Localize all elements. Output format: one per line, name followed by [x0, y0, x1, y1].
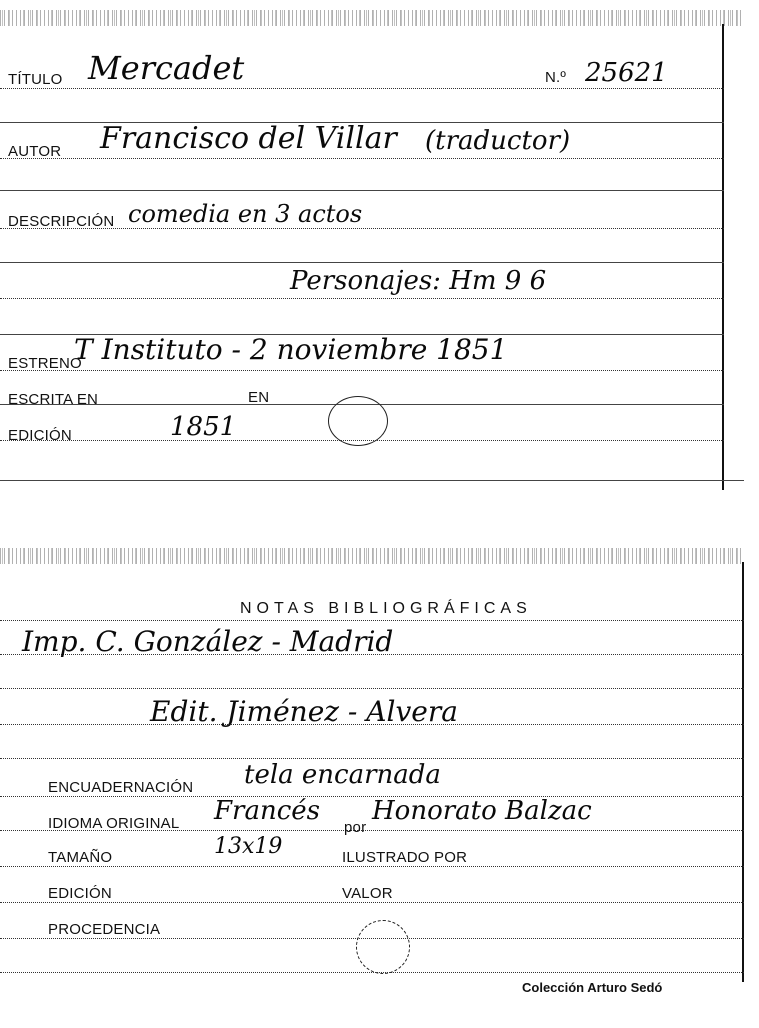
- por-value: Honorato Balzac: [372, 796, 592, 826]
- rule-b1: [0, 620, 744, 621]
- catalog-card-back: [0, 548, 744, 1028]
- valor-label: VALOR: [342, 885, 393, 902]
- catalog-card-front: [0, 10, 744, 490]
- rule-2: [0, 190, 724, 191]
- por-label: por: [344, 819, 367, 836]
- personajes-value: Personajes: Hm 9 6: [290, 266, 547, 296]
- library-stamp: [328, 396, 388, 446]
- encuadernacion-label: ENCUADERNACIÓN: [48, 779, 194, 796]
- autor-role: (traductor): [425, 126, 571, 156]
- escrita-en-label: ESCRITA EN: [8, 391, 99, 408]
- edicion-back-label: EDICIÓN: [48, 885, 112, 902]
- edicion-label: EDICIÓN: [8, 427, 72, 444]
- card-right-border: [722, 24, 724, 490]
- rule-b8: [0, 866, 744, 867]
- titulo-label: TÍTULO: [8, 71, 63, 88]
- numero-value: 25621: [585, 58, 668, 88]
- idioma-original-value: Francés: [214, 796, 321, 826]
- tamano-value: 13x19: [214, 834, 283, 859]
- notas-heading: NOTAS BIBLIOGRÁFICAS: [240, 600, 532, 617]
- escrita-en-second-label: EN: [248, 389, 270, 406]
- rule-autor: [0, 158, 724, 159]
- estreno-label: ESTRENO: [8, 355, 82, 372]
- descripcion-value: comedia en 3 actos: [128, 200, 363, 228]
- card-right-border-back: [742, 562, 744, 982]
- titulo-value: Mercadet: [88, 49, 245, 87]
- autor-value: Francisco del Villar: [100, 121, 397, 156]
- rule-b3: [0, 688, 744, 689]
- note-1: Imp. C. González - Madrid: [22, 625, 394, 658]
- rule-estreno: [0, 370, 724, 371]
- rule-b5: [0, 758, 744, 759]
- procedencia-label: PROCEDENCIA: [48, 921, 161, 938]
- rule-titulo: [0, 88, 724, 89]
- tamano-label: TAMAÑO: [48, 849, 113, 866]
- note-2: Edit. Jiménez - Alvera: [150, 695, 458, 728]
- estreno-value: T Instituto - 2 noviembre 1851: [74, 333, 508, 366]
- rule-b11: [0, 972, 744, 973]
- rule-bottom: [0, 480, 744, 481]
- rule-3: [0, 262, 724, 263]
- library-stamp-back: [356, 920, 410, 974]
- idioma-original-label: IDIOMA ORIGINAL: [48, 815, 180, 832]
- rule-b9: [0, 902, 744, 903]
- encuadernacion-value: tela encarnada: [244, 760, 441, 790]
- edicion-value: 1851: [170, 412, 237, 442]
- rule-4: [0, 298, 724, 299]
- card-edge-texture: [0, 10, 744, 26]
- autor-label: AUTOR: [8, 143, 62, 160]
- ilustrado-por-label: ILUSTRADO POR: [342, 849, 468, 866]
- numero-label: N.º: [545, 69, 567, 86]
- card-edge-texture-back: [0, 548, 744, 564]
- collection-footer: Colección Arturo Sedó: [522, 980, 663, 995]
- descripcion-label: DESCRIPCIÓN: [8, 213, 115, 230]
